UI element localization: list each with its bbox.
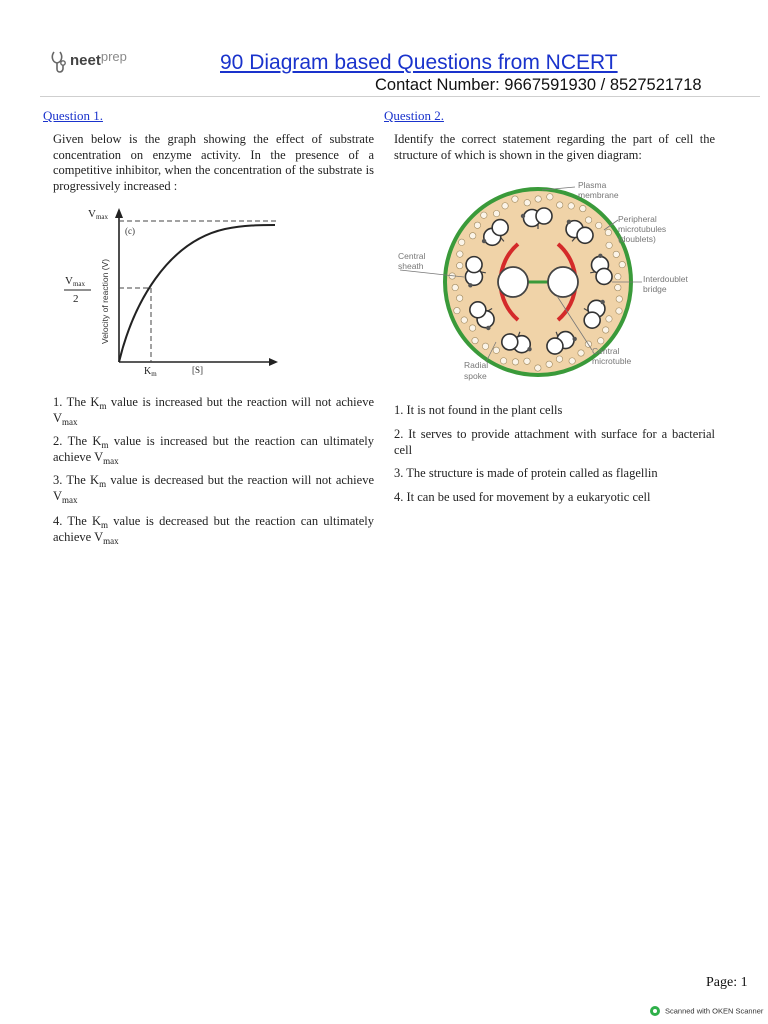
label-peripheral-3: (doublets): [618, 234, 656, 244]
doublet-b-tubule: [584, 312, 600, 328]
dynein-arm: [572, 337, 576, 341]
central-microtubule-left: [498, 267, 528, 297]
doublet-b-tubule: [596, 268, 612, 284]
matrix-granule: [457, 251, 463, 257]
dynein-arm: [521, 214, 525, 218]
matrix-granule: [619, 261, 625, 267]
matrix-granule: [580, 205, 586, 211]
matrix-granule: [493, 347, 499, 353]
stethoscope-icon: [50, 50, 70, 76]
matrix-granule: [556, 356, 562, 362]
label-interdoublet-1: Interdoublet: [643, 274, 688, 284]
question-1-heading[interactable]: Question 1.: [43, 108, 103, 123]
matrix-granule: [535, 365, 541, 371]
label-central-microtubule-2: microtuble: [592, 356, 632, 366]
doublet-b-tubule: [466, 257, 482, 273]
label-peripheral-1: Peripheral: [618, 214, 657, 224]
label-central-sheath-1: Central: [398, 251, 426, 261]
matrix-granule: [524, 358, 530, 364]
dynein-arm: [468, 283, 472, 287]
central-microtubule-right: [548, 267, 578, 297]
page-number: Page: 1: [706, 975, 748, 990]
dynein-arm: [486, 326, 490, 330]
question-2-option-3[interactable]: 3. The structure is made of protein called as flagellin: [394, 466, 658, 480]
matrix-granule: [557, 202, 563, 208]
matrix-granule: [606, 242, 612, 248]
matrix-granule: [615, 273, 621, 279]
label-interdoublet-2: bridge: [643, 284, 667, 294]
substrate-label: [S]: [192, 365, 203, 375]
matrix-granule: [605, 229, 611, 235]
dynein-arm: [598, 254, 602, 258]
dynein-arm: [600, 300, 604, 304]
matrix-granule: [547, 194, 553, 200]
question-1-text: Given below is the graph showing the effect of substrate concentration on enzyme activity. In the presence of a competitive inhibitor, when the concentration of the substrate is progressively increased :: [53, 132, 374, 193]
matrix-granule: [502, 203, 508, 209]
matrix-granule: [454, 307, 460, 313]
doublet-b-tubule: [536, 208, 552, 224]
matrix-granule: [613, 251, 619, 257]
question-2-text: Identify the correct statement regarding the part of cell the structure of which is shown in the given diagram:: [394, 132, 715, 162]
label-central-microtubule-1: Central: [592, 346, 620, 356]
matrix-granule: [512, 359, 518, 365]
dynein-arm: [567, 220, 571, 224]
matrix-granule: [472, 337, 478, 343]
question-1-option-3[interactable]: 3. The $K_m$ value is decreased but the reaction will not achieve $V_{max}$: [53, 473, 374, 505]
matrix-granule: [482, 343, 488, 349]
question-1-option-1[interactable]: 1. The $K_m$ value is increased but the reaction will not achieve $V_{max}$: [53, 395, 374, 427]
label-radial-spoke-2: spoke: [464, 371, 487, 381]
y-axis-arrow: [115, 208, 123, 218]
matrix-granule: [459, 239, 465, 245]
cilium-cross-section-diagram: [392, 178, 722, 388]
matrix-granule: [469, 325, 475, 331]
matrix-granule: [474, 222, 480, 228]
half-vmax-denominator: 2: [73, 293, 79, 305]
matrix-granule: [598, 338, 604, 344]
question-1-option-2[interactable]: 2. The $K_m$ value is increased but the reaction can ultimately achieve $V_{max}$: [53, 434, 374, 466]
page-title[interactable]: 90 Diagram based Questions from NCERT: [220, 51, 618, 74]
question-2-option-2[interactable]: 2. It serves to provide attachment with surface for a bacterial cell: [394, 427, 715, 457]
matrix-granule: [493, 210, 499, 216]
matrix-granule: [578, 350, 584, 356]
logo-suffix: prep: [100, 49, 127, 64]
label-peripheral-2: microtubules: [618, 224, 667, 234]
matrix-granule: [452, 284, 458, 290]
matrix-granule: [461, 317, 467, 323]
matrix-granule: [500, 358, 506, 364]
half-vmax-numerator: Vmax: [65, 275, 86, 288]
matrix-granule: [457, 262, 463, 268]
matrix-granule: [615, 284, 621, 290]
matrix-granule: [470, 233, 476, 239]
matrix-granule: [569, 358, 575, 364]
matrix-granule: [524, 200, 530, 206]
question-2-option-1[interactable]: 1. It is not found in the plant cells: [394, 403, 563, 417]
dynein-arm: [482, 239, 486, 243]
label-plasma-membrane-1: Plasma: [578, 180, 607, 190]
x-axis-arrow: [269, 358, 278, 366]
matrix-granule: [603, 327, 609, 333]
header-divider: [40, 96, 760, 97]
saturation-curve: [119, 225, 275, 362]
matrix-granule: [596, 222, 602, 228]
doublet-b-tubule: [577, 227, 593, 243]
enzyme-kinetics-graph: [55, 204, 285, 380]
doublet-b-tubule: [547, 338, 563, 354]
matrix-granule: [481, 212, 487, 218]
doublet-b-tubule: [502, 334, 518, 350]
label-central-sheath-2: sheath: [398, 261, 424, 271]
label-radial-spoke-1: Radial: [464, 360, 489, 370]
neetprep-logo[interactable]: [50, 50, 150, 78]
dynein-arm: [527, 347, 531, 351]
question-2-option-4[interactable]: 4. It can be used for movement by a eukaryotic cell: [394, 490, 651, 504]
matrix-granule: [512, 196, 518, 202]
contact-number: Contact Number: 9667591930 / 8527521718: [375, 76, 702, 94]
matrix-granule: [585, 217, 591, 223]
logo-text: neet: [70, 52, 101, 69]
doublet-b-tubule: [492, 220, 508, 236]
question-2-heading[interactable]: Question 2.: [384, 108, 444, 123]
km-label: $K_m$: [144, 366, 157, 378]
curve-label: (c): [125, 226, 135, 236]
label-plasma-membrane-2: membrane: [578, 190, 619, 200]
scanner-logo-icon: [650, 1006, 660, 1016]
matrix-granule: [546, 361, 552, 367]
matrix-granule: [616, 308, 622, 314]
doublet-b-tubule: [470, 302, 486, 318]
y-axis-label: Velocity of reaction (V): [100, 258, 110, 344]
matrix-granule: [616, 296, 622, 302]
vmax-label: Vmax: [88, 208, 109, 221]
question-1-option-4[interactable]: 4. The $K_m$ value is decreased but the reaction can ultimately achieve $V_{max}$: [53, 514, 374, 546]
matrix-granule: [456, 295, 462, 301]
matrix-granule: [568, 203, 574, 209]
scanner-watermark: Scanned with OKEN Scanner: [650, 1006, 763, 1016]
matrix-granule: [535, 196, 541, 202]
matrix-granule: [606, 316, 612, 322]
